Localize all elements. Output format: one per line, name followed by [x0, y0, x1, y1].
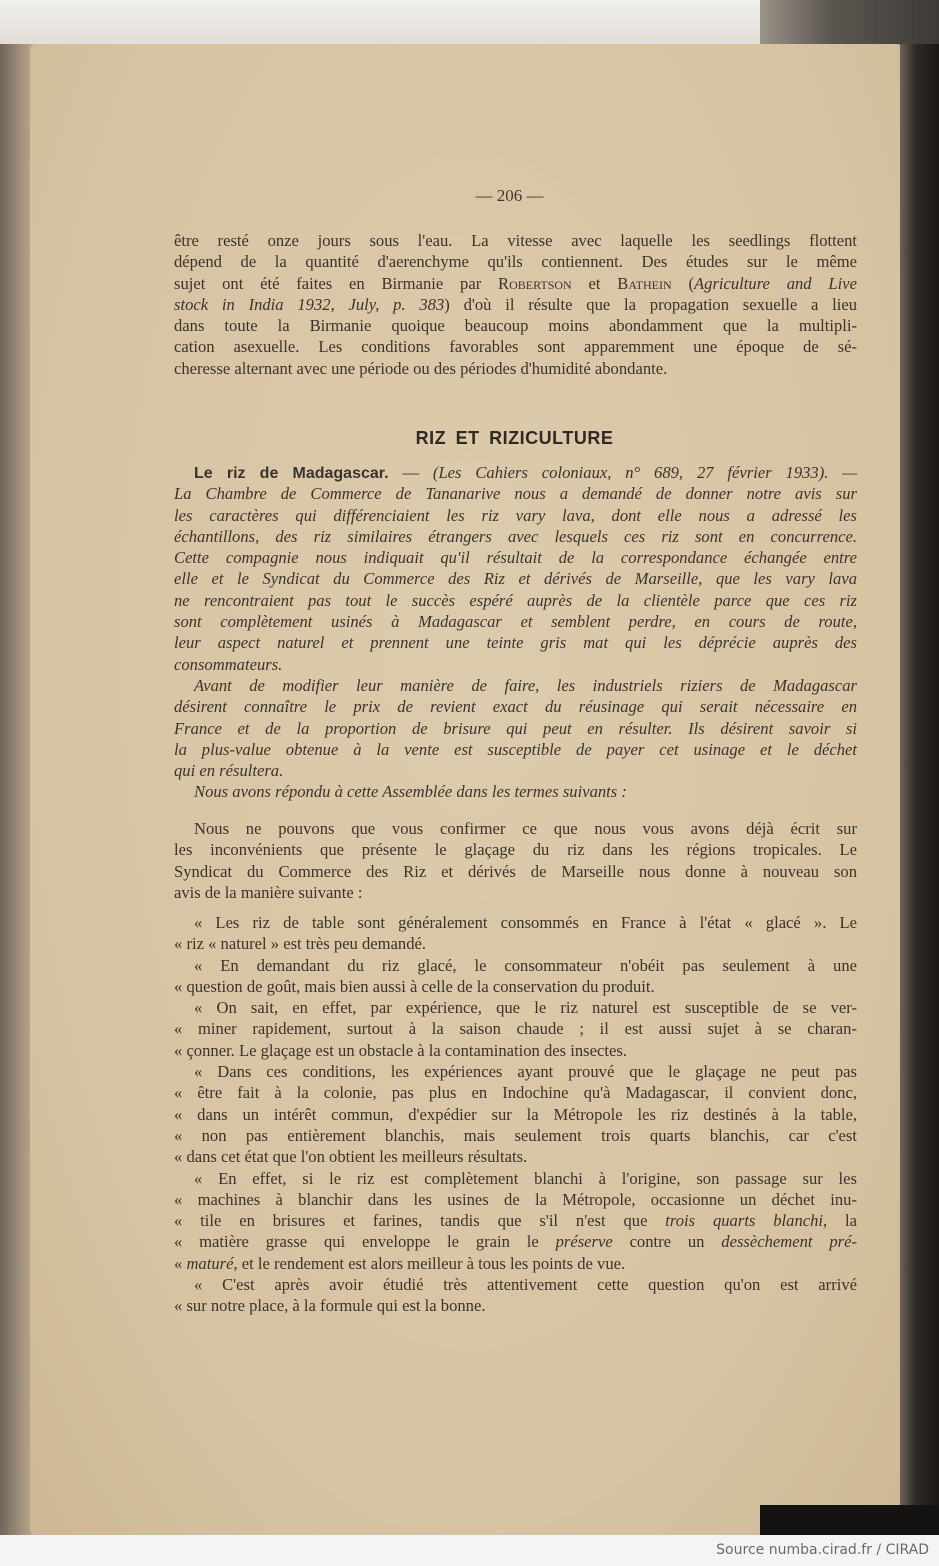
text-span: La Chambre de Commerce de Tananarive nous a demandé de donner notre avis sur: [174, 484, 857, 504]
text-line: [174, 483, 857, 504]
text-span: « dans cet état que l'on obtient les meilleurs résultats.: [174, 1147, 528, 1167]
text-span: « être fait à la colonie, pas plus en Indochine qu'à Madagascar, il convient donc,: [174, 1083, 857, 1103]
text-span: consommateurs.: [174, 654, 283, 674]
scan-bottom-corner: [760, 1505, 939, 1535]
text-span: « tile en brisures et farines, tandis que s'il n'est que: [174, 1211, 666, 1231]
intro-paragraph: [174, 230, 857, 379]
text-line: [174, 568, 857, 589]
text-span: « non pas entièrement blanchis, mais seulement trois quarts blanchis, car c'est: [174, 1125, 857, 1145]
text-line: [174, 1125, 857, 1146]
text-span: « C'est après avoir étudié très attentivement cette question qu'on est arrivé: [194, 1275, 857, 1295]
text-span: « machines à blanchir dans les usines de la Métropole, occasionne un déchet inu-: [174, 1189, 857, 1209]
text-line: [174, 1168, 857, 1189]
text-span: avis de la manière suivante :: [174, 882, 363, 902]
text-span: elle et le Syndicat du Commerce des Riz et dérivés de Marseille, que les vary lava: [174, 569, 857, 589]
text-span: dépend de la quantité d'aerenchyme qu'ils contiennent. Des études sur le même: [174, 252, 857, 272]
text-line: [174, 526, 857, 547]
text-line: [174, 882, 857, 903]
text-span: être resté onze jours sous l'eau. La vitesse avec laquelle les seedlings flottent: [174, 231, 857, 250]
text-span: contre un: [612, 1232, 722, 1252]
text-span: ne rencontraient pas tout le succès espéré auprès de la clientèle parce que ces riz: [174, 590, 857, 610]
section-title: RIZ ET RIZICULTURE: [415, 428, 614, 448]
text-line: [174, 273, 857, 294]
page-right-edge: [900, 44, 939, 1535]
text-span: stock in India 1932, July, p. 383: [174, 294, 445, 314]
text-line: [174, 1231, 857, 1252]
text-span: « sur notre place, à la formule qui est la bonne.: [174, 1296, 486, 1316]
text-line: [174, 294, 857, 315]
text-span: échantillons, des riz similaires étrangers avec lesquels ces riz sont en concurrence.: [174, 526, 857, 546]
text-span: (: [671, 273, 695, 293]
text-line: [174, 1146, 857, 1167]
text-line: [174, 739, 857, 760]
text-span: , la: [823, 1211, 857, 1231]
text-span: préserve: [555, 1232, 613, 1252]
text-line: [174, 696, 857, 717]
source-credit: Source numba.cirad.fr / CIRAD: [716, 1542, 929, 1558]
text-line: [174, 230, 857, 251]
text-line: [174, 590, 857, 611]
text-span: « En demandant du riz glacé, le consommateur n'obéit pas seulement à une: [194, 955, 857, 975]
text-line: [174, 1061, 857, 1082]
text-span: Avant de modifier leur manière de faire, les industriels riziers de Madagascar: [194, 675, 857, 695]
text-span: Le riz de Madagascar.: [194, 465, 389, 482]
text-span: trois quarts blanchi: [665, 1211, 824, 1231]
text-span: France et de la proportion de brisure qui peut en résulter. Ils désirent savoir si: [174, 718, 857, 738]
text-line: [174, 1040, 857, 1061]
text-span: , et le rendement est alors meilleur à tous les points de vue.: [233, 1253, 626, 1273]
text-span: les caractères qui différenciaient les riz vary lava, dont elle nous a adressé les: [174, 505, 857, 525]
text-span: « question de goût, mais bien aussi à celle de la conservation du produit.: [174, 976, 655, 996]
text-span: Robertson: [498, 273, 572, 293]
text-span: « miner rapidement, surtout à la saison chaude ; il est aussi sujet à se charan-: [174, 1019, 857, 1039]
text-line: [174, 1210, 857, 1231]
text-line: [174, 358, 857, 379]
text-span: sont complètement usinés à Madagascar et semblent perdre, en cours de route,: [174, 612, 857, 632]
text-span: dessèchement pré-: [721, 1232, 857, 1252]
text-line: [174, 1274, 857, 1295]
text-line: [174, 1189, 857, 1210]
text-span: la plus-value obtenue à la vente est susceptible de payer cet usinage et le déchet: [174, 739, 857, 759]
text-line: [174, 315, 857, 336]
madagascar-article: [174, 462, 857, 803]
text-line: [174, 933, 857, 954]
text-span: Agriculture and Live: [694, 273, 857, 293]
text-line: [174, 632, 857, 653]
text-span: qui en résultera.: [174, 761, 284, 781]
syndicate-quote: [174, 912, 857, 1317]
text-line: [174, 462, 857, 483]
text-line: [174, 547, 857, 568]
text-span: Nous ne pouvons que vous confirmer ce que nous vous avons déjà écrit sur: [194, 819, 857, 838]
text-line: [174, 1253, 857, 1274]
text-line: [174, 976, 857, 997]
text-span: « Les riz de table sont généralement consommés en France à l'état « glacé ». Le: [194, 913, 857, 932]
text-span: leur aspect naturel et prennent une teinte gris mat qui les déprécie auprès des: [174, 633, 857, 653]
text-line: [174, 718, 857, 739]
text-span: maturé: [186, 1253, 234, 1273]
text-line: [174, 251, 857, 272]
text-span: « dans un intérêt commun, d'expédier sur la Métropole les riz destinés à la table,: [174, 1104, 857, 1124]
text-span: « matière grasse qui enveloppe le grain le: [174, 1232, 556, 1252]
text-span: dans toute la Birmanie quoique beaucoup moins abondamment que la multipli-: [174, 316, 857, 336]
text-span: Syndicat du Commerce des Riz et dérivés de Marseille nous donne à nouveau son: [174, 861, 857, 881]
text-span: « En effet, si le riz est complètement blanchi à l'origine, son passage sur les: [194, 1168, 857, 1188]
text-span: —: [388, 463, 433, 482]
text-line: [174, 781, 857, 802]
text-line: [174, 760, 857, 781]
text-span: ) d'où il résulte que la propagation sexuelle a lieu: [444, 294, 857, 314]
text-line: [174, 675, 857, 696]
response-paragraph: [174, 818, 857, 903]
text-span: «: [174, 1253, 187, 1273]
text-line: [174, 912, 857, 933]
text-line: [174, 997, 857, 1018]
text-line: [174, 336, 857, 357]
text-line: [174, 1295, 857, 1316]
text-span: cheresse alternant avec une période ou des périodes d'humidité abondante.: [174, 358, 668, 378]
text-line: [174, 1104, 857, 1125]
text-line: [174, 839, 857, 860]
text-line: [174, 611, 857, 632]
text-line: [174, 818, 857, 839]
text-span: Cette compagnie nous indiquait qu'il résultait de la correspondance échangée entre: [174, 548, 857, 568]
text-span: et: [571, 273, 618, 293]
book-spine-edge: [760, 0, 939, 46]
text-span: Nous avons répondu à cette Assemblée dans les termes suivants :: [194, 782, 627, 802]
text-span: Bathein: [617, 273, 672, 293]
text-line: [174, 654, 857, 675]
page-number: — 206 —: [475, 186, 544, 205]
text-span: « On sait, en effet, par expérience, que le riz naturel est susceptible de se ver-: [194, 998, 857, 1018]
text-line: [174, 505, 857, 526]
text-span: « Dans ces conditions, les expériences ayant prouvé que le glaçage ne peut pas: [194, 1062, 857, 1082]
text-line: [174, 1018, 857, 1039]
text-line: [174, 955, 857, 976]
text-span: sujet ont été faites en Birmanie par: [174, 273, 499, 293]
text-span: cation asexuelle. Les conditions favorables sont apparemment une époque de sé-: [174, 337, 857, 357]
text-span: « çonner. Le glaçage est un obstacle à la contamination des insectes.: [174, 1040, 627, 1060]
text-span: « riz « naturel » est très peu demandé.: [174, 934, 427, 954]
text-span: les inconvénients que présente le glaçage du riz dans les régions tropicales. Le: [174, 840, 857, 860]
text-line: [174, 1082, 857, 1103]
text-line: [174, 861, 857, 882]
text-span: (Les Cahiers coloniaux, n° 689, 27 février 1933). —: [432, 463, 858, 482]
text-span: désirent connaître le prix de revient exact du réusinage qui serait nécessaire en: [174, 697, 857, 717]
